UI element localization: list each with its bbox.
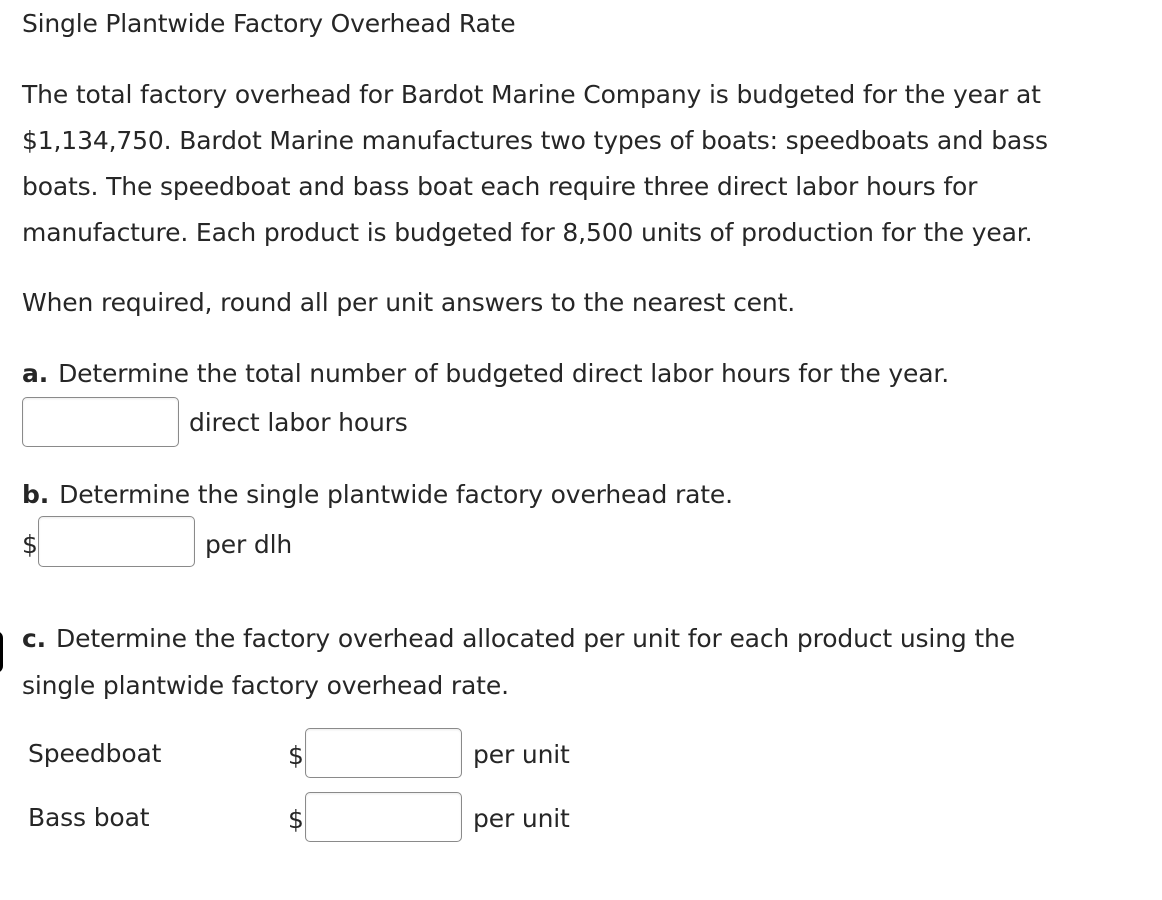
bass-boat-unit: per unit (473, 804, 570, 833)
page-title: Single Plantwide Factory Overhead Rate (22, 9, 516, 38)
question-b-text: Determine the single plantwide factory overhead rate. (59, 480, 733, 509)
problem-description (22, 72, 1142, 256)
question-b-letter: b. (22, 480, 50, 509)
question-a (22, 357, 949, 391)
question-c-text-line-1: Determine the factory overhead allocated per unit for each product using the (56, 624, 1015, 653)
bass-boat-overhead-input[interactable] (305, 792, 462, 842)
direct-labor-hours-unit: direct labor hours (189, 408, 408, 437)
question-c-text-line-2: single plantwide factory overhead rate. (22, 671, 509, 700)
speedboat-unit: per unit (473, 740, 570, 769)
description-line-1: The total factory overhead for Bardot Marine Company is budgeted for the year at (22, 80, 1041, 109)
left-edge-marker (0, 631, 3, 673)
speedboat-label: Speedboat (28, 739, 162, 768)
bass-boat-label: Bass boat (28, 803, 150, 832)
question-c (22, 622, 1015, 656)
question-a-letter: a. (22, 359, 49, 388)
speedboat-overhead-input[interactable] (305, 728, 462, 778)
overhead-rate-unit: per dlh (205, 530, 293, 559)
direct-labor-hours-input[interactable] (22, 397, 179, 447)
overhead-rate-input[interactable] (38, 516, 195, 567)
overhead-rate-currency: $ (22, 530, 38, 559)
description-line-2: $1,134,750. Bardot Marine manufactures two types of boats: speedboats and bass (22, 126, 1048, 155)
description-line-3: boats. The speedboat and bass boat each require three direct labor hours for (22, 172, 978, 201)
rounding-instruction: When required, round all per unit answers to the nearest cent. (22, 288, 796, 317)
speedboat-currency: $ (288, 741, 304, 770)
question-b (22, 478, 733, 512)
description-line-4: manufacture. Each product is budgeted for 8,500 units of production for the year. (22, 218, 1033, 247)
bass-boat-currency: $ (288, 805, 304, 834)
question-a-text: Determine the total number of budgeted direct labor hours for the year. (58, 359, 950, 388)
question-c-letter: c. (22, 624, 47, 653)
